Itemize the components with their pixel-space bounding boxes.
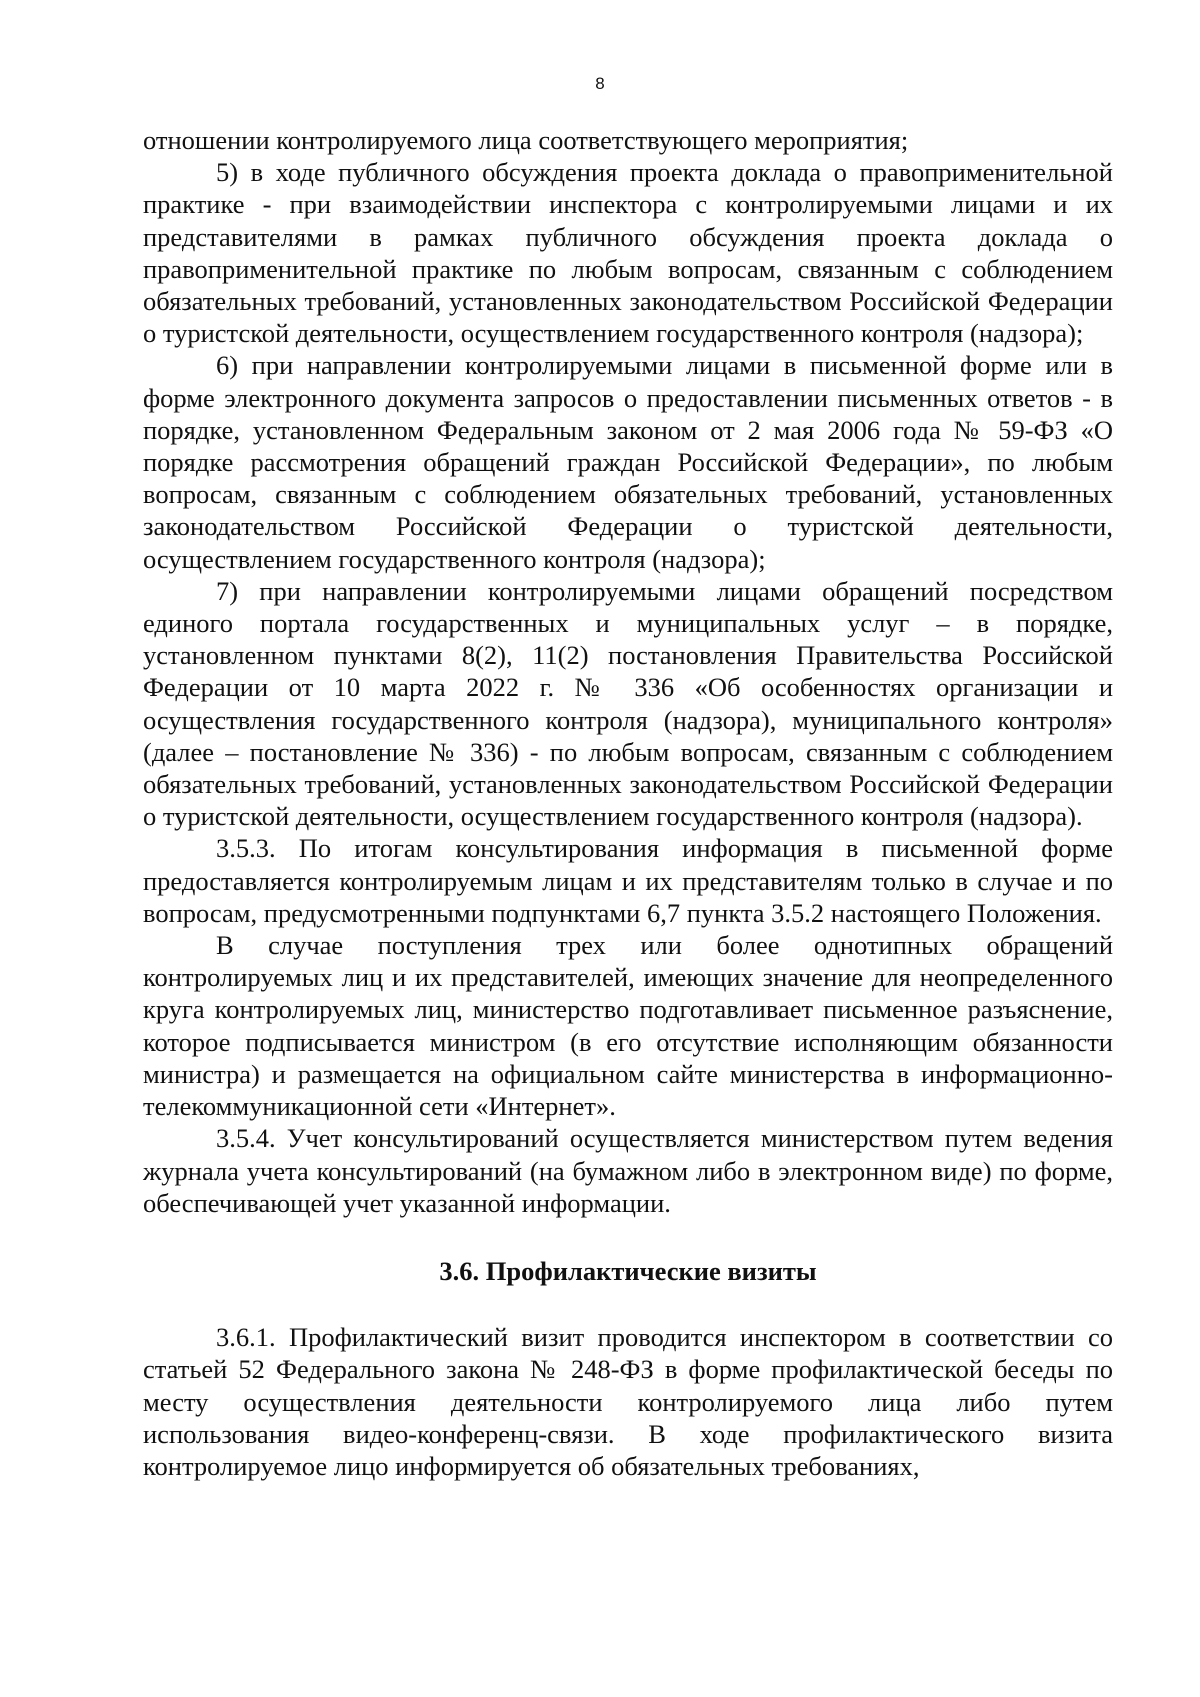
section-heading: 3.6. Профилактические визиты xyxy=(439,1255,817,1286)
paragraph-3-6-1: 3.6.1. Профилактический визит проводится инспектором в соответствии со статьей 52 Федерального закона № 248-ФЗ в форме профилактической беседы по месту осуществления деятельности контролируемого лица либо путем использования видео-конференц-связи. В ходе профилактического визита контролируемое лицо информируется об обязательных требованиях, xyxy=(143,1322,1113,1481)
paragraph-item-5: 5) в ходе публичного обсуждения проекта доклада о правоприменительной практике - при взаимодействии инспектора с контролируемыми лицами и их представителями в рамках публичного обсуждения проекта доклада о правоприменительной практике по любым вопросам, связанным с соблюдением обязательных требований, установленных законодательством Российской Федерации о туристской деятельности, осуществлением государственного контроля (надзора); xyxy=(143,157,1113,349)
page-number: 8 xyxy=(595,74,605,93)
paragraph-item-7: 7) при направлении контролируемыми лицами обращений посредством единого портала государственных и муниципальных услуг – в порядке, установленном пунктами 8(2), 11(2) постановления Правительства Российской Федерации от 10 марта 2022 г. № 336 «Об особенностях организации и осуществления государственного контроля (надзора), муниципального контроля» (далее – постановление № 336) - по любым вопросам, связанным с соблюдением обязательных требований, установленных законодательством Российской Федерации о туристской деятельности, осуществлением государственного контроля (надзора). xyxy=(143,575,1113,832)
paragraph-3-5-3: 3.5.3. По итогам консультирования информация в письменной форме предоставляется контролируемым лицам и их представителям только в случае и по вопросам, предусмотренными подпунктами 6,7 пункта 3.5.2 настоящего Положения. xyxy=(143,833,1113,928)
paragraph-item-6: 6) при направлении контролируемыми лицами в письменной форме или в форме электронного документа запросов о предоставлении письменных ответов - в порядке, установленном Федеральным законом от 2 мая 2006 года № 59-ФЗ «О порядке рассмотрения обращений граждан Российской Федерации», по любым вопросам, связанным с соблюдением обязательных требований, установленных законодательством Российской Федерации о туристской деятельности, осуществлением государственного контроля (надзора); xyxy=(143,350,1113,574)
paragraph-3-5-4: 3.5.4. Учет консультирований осуществляется министерством путем ведения журнала учета консультирований (на бумажном либо в электронном виде) по форме, обеспечивающей учет указанной информации. xyxy=(143,1123,1113,1218)
paragraph-continuation: отношении контролируемого лица соответствующего мероприятия; xyxy=(143,125,909,155)
document-body xyxy=(143,124,1113,1482)
paragraph-similar-requests: В случае поступления трех или более однотипных обращений контролируемых лиц и их представителей, имеющих значение для неопределенного круга контролируемых лиц, министерство подготавливает письменное разъяснение, которое подписывается министром (в его отсутствие исполняющим обязанности министра) и размещается на официальном сайте министерства в информационно-телекоммуникационной сети «Интернет». xyxy=(143,930,1113,1122)
